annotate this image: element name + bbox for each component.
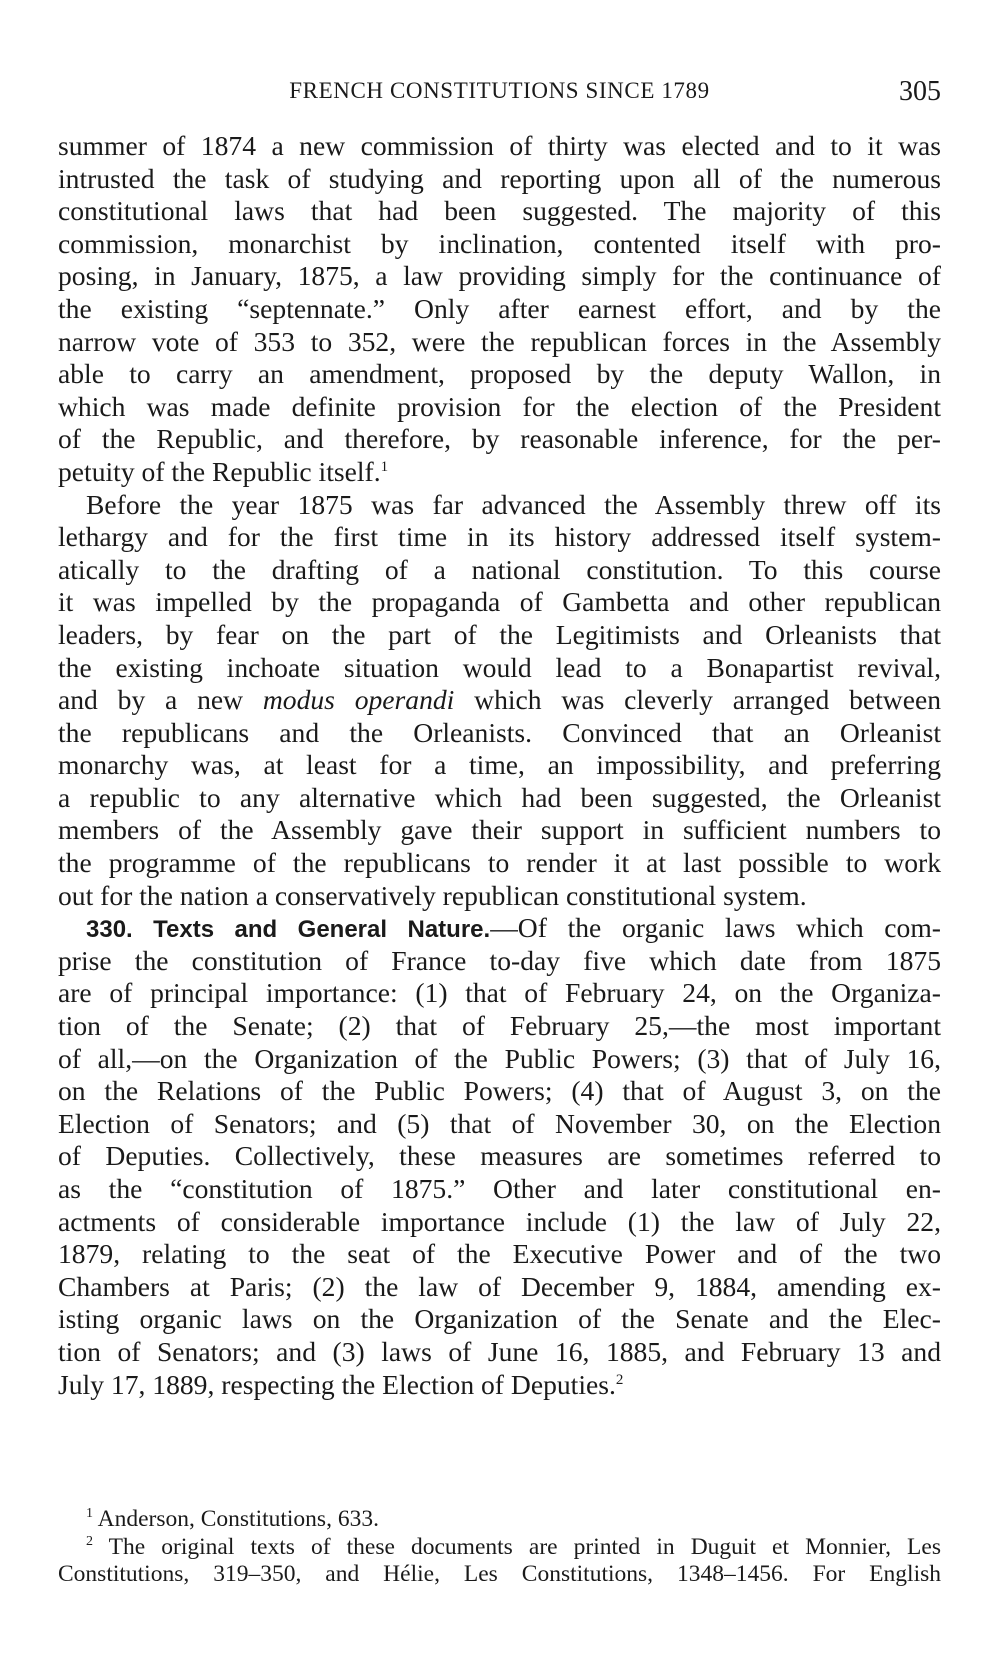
text-line: commission, monarchist by inclination, contented itself with pro- [58, 227, 941, 259]
text-line: which was made definite provision for the election of the President [58, 390, 941, 422]
footnote-2-continued: Constitutions, 319–350, and Hélie, Les Constitutions, 1348–1456. For English [58, 1561, 941, 1587]
footnote-mark: 2 [86, 1533, 93, 1549]
text-line: the existing “septennate.” Only after earnest effort, and by the [58, 292, 941, 324]
footnote-text: Anderson, Constitutions, 633. [97, 1506, 379, 1532]
text-line: tion of the Senate; (2) that of February 25,—the most important [58, 1010, 941, 1042]
text-line: are of principal importance: (1) that of February 24, on the Organiza- [58, 977, 941, 1009]
text-line: Before the year 1875 was far advanced the Assembly threw off its [86, 488, 941, 520]
body-text [58, 130, 941, 1401]
text-line [58, 456, 941, 489]
text-line: narrow vote of 353 to 352, were the republican forces in the Assembly [58, 325, 941, 357]
footnote-ref-2: 2 [615, 1371, 624, 1388]
text-line: tion of Senators; and (3) laws of June 16, 1885, and February 13 and [58, 1335, 941, 1367]
text-line: members of the Assembly gave their support in sufficient numbers to [58, 814, 941, 846]
text-line: a republic to any alternative which had been suggested, the Orleanist [58, 781, 941, 813]
text-line: intrusted the task of studying and reporting upon all of the numerous [58, 162, 941, 194]
text-line: the programme of the republicans to render it at last possible to work [58, 847, 941, 879]
section-heading: 330. Texts and General Nature. [86, 916, 491, 944]
text-line: atically to the drafting of a national constitution. To this course [58, 553, 941, 585]
text-line [58, 1369, 941, 1402]
text-line: Election of Senators; and (5) that of November 30, on the Election [58, 1107, 941, 1139]
text-line: of all,—on the Organization of the Public Powers; (3) that of July 16, [58, 1042, 941, 1074]
footnote-1 [58, 1506, 941, 1534]
text-line: posing, in January, 1875, a law providing simply for the continuance of [58, 260, 941, 292]
footnote-2 [58, 1534, 941, 1562]
running-head [58, 76, 941, 108]
text-line: the existing inchoate situation would lead to a Bonapartist revival, [58, 651, 941, 683]
italic-phrase: modus operandi [262, 684, 455, 716]
paragraph-1 [58, 130, 941, 489]
text-fragment: July 17, 1889, respecting the Election of Deputies. [58, 1368, 616, 1400]
text-line [58, 684, 941, 717]
text-line: as the “constitution of 1875.” Other and later constitutional en- [58, 1173, 941, 1204]
text-fragment: which was cleverly arranged between [454, 684, 942, 716]
paragraph-2 [58, 489, 941, 913]
text-fragment: —Of the organic laws which com- [490, 912, 941, 944]
section-330 [58, 912, 941, 1401]
text-line: the republicans and the Orleanists. Convinced that an Orleanist [58, 716, 941, 748]
text-line: isting organic laws on the Organization of the Senate and the Elec- [58, 1303, 941, 1335]
text-line: summer of 1874 a new commission of thirty was elected and to it was [58, 130, 941, 161]
text-line: on the Relations of the Public Powers; (4) that of August 3, on the [58, 1075, 941, 1107]
text-line: Chambers at Paris; (2) the law of December 9, 1884, amending ex- [58, 1270, 941, 1302]
text-line: monarchy was, at least for a time, an impossibility, and preferring [58, 749, 941, 781]
text-fragment: and by a new [58, 684, 263, 716]
text-line [58, 912, 941, 945]
text-line: of Deputies. Collectively, these measures are sometimes referred to [58, 1140, 941, 1172]
text-line: out for the nation a conservatively republican constitutional system. [58, 879, 807, 911]
footnotes [58, 1506, 941, 1589]
text-line: able to carry an amendment, proposed by the deputy Wallon, in [58, 358, 941, 390]
text-line: 1879, relating to the seat of the Executive Power and of the two [58, 1238, 941, 1270]
footnote-text: The original texts of these documents are printed in Duguit et Monnier, Les [108, 1533, 941, 1560]
footnote-ref-1: 1 [380, 458, 389, 475]
text-line: actments of considerable importance include (1) the law of July 22, [58, 1205, 941, 1237]
text-line: it was impelled by the propaganda of Gambetta and other republican [58, 586, 941, 618]
text-line: lethargy and for the first time in its history addressed itself system- [58, 521, 941, 553]
footnote-mark: 1 [86, 1506, 93, 1522]
text-line: constitutional laws that had been suggested. The majority of this [58, 195, 941, 227]
text-line: prise the constitution of France to-day five which date from 1875 [58, 944, 941, 976]
text-line: of the Republic, and therefore, by reasonable inference, for the per- [58, 423, 941, 455]
running-title: FRENCH CONSTITUTIONS SINCE 1789 [289, 78, 710, 103]
text-line: leaders, by fear on the part of the Legitimists and Orleanists that [58, 618, 941, 650]
page-number: 305 [899, 76, 941, 107]
text-fragment: petuity of the Republic itself. [58, 455, 381, 487]
